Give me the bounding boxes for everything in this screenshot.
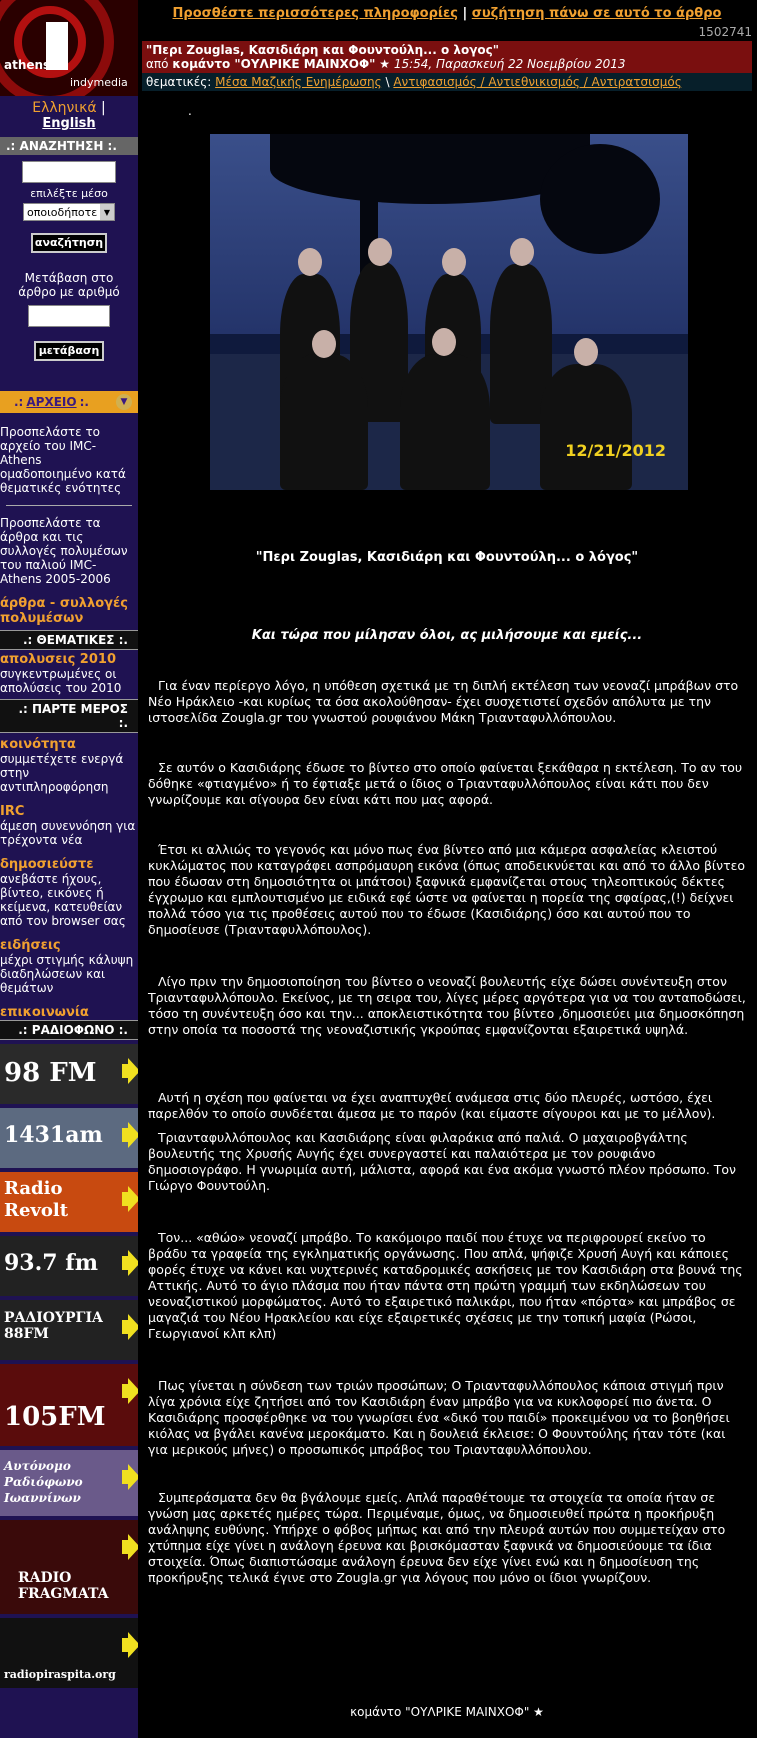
article-paragraph: Πως γίνεται η σύνδεση των τριών προσώπων; Ο Τριανταφυλλόπουλος κάποια στιγμή πριν λίγα χρόνια είχε ζητήσει από τον Κασιδιάρη έναν μπράβο για να κυκλοφορεί πιο άνετα. Ο Κασιδιάρης προσφέρθηκε να του γνωρίσει ένα «δικό του παιδί» προκειμένου να το βοηθήσει κιόλας να βγάλει κανένα μεροκάματο. Και η δουλειά έκλεισε: Ο Φουντούλης ήταν τότε (και για μερικούς μήνες) ο προσωπικός μπράβος του Τριανταφυλλόπουλου.: [148, 1378, 730, 1457]
speaker-icon: [122, 1384, 132, 1398]
photo-face: [368, 238, 392, 266]
photo-face: [432, 328, 456, 356]
release-2010-text: συγκεντρωμένες οι απολύσεις του 2010: [0, 667, 122, 695]
stray-dot: .: [188, 104, 192, 118]
radio-937fm-banner[interactable]: [0, 1236, 138, 1296]
photo-person: [540, 364, 632, 490]
list-item: [0, 857, 138, 928]
article-paragraph: Τον... «αθώο» νεοναζί μπράβο. Το κακόμοιρο παιδί που έτυχε να περιφρουρεί εκείνο το βράδυ τα γραφεία της εγκληματικής οργάνωσης. Που απλά, ψήφιζε Χρυσή Αυγή και κάποιες φορές έτυχε να κάνει και νυχτερινές καταδρομικές ασκήσεις με τον Κασιδιάρη στα βουνά της Αττικής. Αυτό το άγιο πλάσμα που ήταν πάντα στη πρώτη γραμμή των εκδηλώσεων του νεοναζιστικού μορφώματος. Αυτό το εξαιρετικό παλικάρι, που ήταν «πόρτα» και μπράβος σε μαγαζιά του Νέου Ηρακλείου και είχε εξαιρετικές σχέσεις με την τοπική μαφία (Ρώσοι, Γεωργιανοί κλπ κλπ): [148, 1230, 743, 1341]
divider: [6, 505, 132, 506]
speaker-icon: [122, 1470, 132, 1484]
by-label: από: [146, 57, 169, 71]
community-text: συμμετέχετε ενεργά στην αντιπληροφόρηση: [0, 752, 124, 794]
topic-separator: \: [385, 75, 390, 89]
medium-select[interactable]: [23, 203, 115, 221]
goto-article-label: Μετάβαση στο άρθρο με αριθμό: [18, 271, 120, 299]
article-action-links: [142, 6, 752, 21]
lang-separator: |: [101, 100, 106, 116]
radio-label: 105FM: [4, 1402, 106, 1432]
star-icon: ★: [379, 57, 391, 71]
speaker-icon: [122, 1320, 132, 1334]
release-2010-link[interactable]: απολυσεις 2010: [0, 652, 116, 667]
article-subheading: Και τώρα που μίλησαν όλοι, ας μιλήσουμε και εμείς...: [251, 628, 643, 643]
main-content: [142, 0, 752, 1738]
speaker-icon: [122, 1256, 132, 1270]
language-switcher: [0, 96, 138, 133]
article-datetime: 15:54, Παρασκευή 22 Νοεμβρίου 2013: [393, 57, 626, 71]
add-info-link[interactable]: Προσθέστε περισσότερες πληροφορίες: [172, 6, 458, 21]
author-name: κομάντο "ΟΥΛΡΙΚΕ ΜΑΙΝΧΟΦ": [172, 57, 376, 71]
radio-98fm-banner[interactable]: [0, 1044, 138, 1104]
archive-pre: .:: [14, 395, 24, 409]
contact-link[interactable]: επικοινωνία: [0, 1005, 89, 1020]
radio-1431am-banner[interactable]: [0, 1108, 138, 1168]
irc-link[interactable]: IRC: [0, 804, 25, 819]
article-id: 1502741: [698, 25, 752, 39]
athens-indymedia-logo[interactable]: [0, 0, 138, 96]
publish-link[interactable]: δημοσιεύστε: [0, 857, 94, 872]
link-separator: |: [462, 6, 468, 21]
radio-105fm-banner[interactable]: [0, 1364, 138, 1446]
lang-greek-link[interactable]: Ελληνικά: [32, 100, 97, 116]
speaker-icon: [122, 1192, 132, 1206]
photo-face: [574, 338, 598, 366]
radio-header: .: ΡΑΔΙΟΦΩΝΟ :.: [0, 1020, 138, 1040]
radio-label: Radio Revolt: [4, 1178, 69, 1221]
article-paragraph: Σε αυτόν ο Κασιδιάρης έδωσε το βίντεο στο οποίο φαίνεται ξεκάθαρα η εκτέλεση. Το αν του δόθηκε «φτιαγμένο» ή το έφτιαξε μετά ο ίδιος ο Τριανταφυλλόπουλος είναι κάτι που δεν γνωρίζουμε και σίγουρα δεν είναι κάτι που μας αφορά.: [148, 760, 743, 807]
article-heading: "Περι Zouglas, Κασιδιάρη και Φουντούλη... ο λόγος": [255, 550, 639, 565]
list-item: [0, 1005, 138, 1020]
radio-label: radiopiraspita.org: [4, 1668, 116, 1681]
photo-face: [442, 248, 466, 276]
article-paragraph: Συμπεράσματα δεν θα βγάλουμε εμείς. Απλά παραθέτουμε τα στοιχεία τα οποία ήταν σε γνώση μας αρκετές ημέρες τώρα. Περιμέναμε, όμως, να δημοσιευθεί πρώτα η προκήρυξη ανάληψης ευθύνης. Υπήρχε ο φόβος μήπως και από την πλευρά αυτών που συμμετείχαν στο χτύπημα είχε γίνει η ανάλογη έρευνα και βρισκόμασταν ξαφνικά να δημοσιεύουμε τα ίδια στοιχεία. Όπως διαπιστώσαμε ανάλογη έρευνα δεν είχε γίνει ενώ και η δημοσίευση της προκήρυξης τελικά έγινε στο Zougla.gr για λόγους που μόνο οι ίδιοι γνωρίζουν.: [148, 1490, 726, 1585]
archive-by-theme-link[interactable]: Προσπελάστε το αρχείο του IMC-Athens ομαδοποιημένο κατά θεματικές ενότητες: [0, 425, 126, 495]
article-paragraph: Για έναν περίεργο λόγο, η υπόθεση σχετικά με τη διπλή εκτέλεση των νεοναζί μπράβων στο Νέο Ηράκλειο -και κυρίως τα όσα ακολούθησαν- έχει συσχετιστεί σχεδόν απόλυτα με την ιστοσελίδα Zougla.gr του γνωστού ρουφιάνου Μάκη Τριανταφυλλόπουλου.: [148, 678, 739, 725]
list-item: [0, 938, 138, 995]
photo-date-stamp: 12/21/2012: [565, 441, 666, 460]
speaker-icon: [122, 1540, 132, 1554]
search-header: .: ΑΝΑΖΗΤΗΣΗ :.: [0, 137, 138, 155]
goto-button[interactable]: μετάβαση: [34, 341, 104, 361]
radio-list: [0, 1044, 138, 1688]
radio-ioannina-banner[interactable]: [0, 1450, 138, 1516]
photo-person: [280, 354, 368, 490]
news-link[interactable]: ειδήσεις: [0, 938, 61, 953]
collections-link[interactable]: άρθρα - συλλογές πολυμέσων: [0, 596, 128, 626]
medium-select-value: οποιοδήποτε: [27, 205, 98, 219]
article-number-input[interactable]: [28, 305, 110, 327]
discuss-link[interactable]: συζήτηση πάνω σε αυτό το άρθρο: [471, 6, 722, 21]
article-paragraph: Λίγο πριν την δημοσιοποίηση του βίντεο ο νεοναζί βουλευτής είχε δώσει συνέντευξη στον Τριανταφυλλόπουλο. Εκείνος, με τη σειρα του, λίγες μέρες αργότερα για να του ανταποδώσει, τόσο τη συνέντευξη όσο και την... αποκλειστικότητα του βίντεο ,δημοσιεύει μια δημοσκόπηση στην οποία τα ποσοστά της νεοναζιστικής γκρούπας εμφανίζονται εξαιρετικά υψηλά.: [148, 974, 746, 1037]
radio-label: 98 FM: [4, 1058, 97, 1088]
take-part-header: .: ΠΑΡΤΕ ΜΕΡΟΣ :.: [0, 699, 138, 733]
photo-person: [400, 354, 490, 490]
radio-label: 1431am: [4, 1122, 103, 1148]
archive-link[interactable]: ΑΡΧΕΙΟ: [26, 395, 77, 409]
article-paragraph: Τριανταφυλλόπουλος και Κασιδιάρης είναι φιλαράκια από παλιά. Ο μαχαιροβγάλτης βουλευτής της Χρυσής Αυγής έχει συνεργαστεί και παλαιότερα με τον ρουφιάνο δημοσιογράφο. Η γνωριμία αυτή, μάλιστα, αφορά και ένα ακόμα γνωστό πλέον πρόσωπο. Τον Γιώργο Φουντούλη.: [148, 1130, 737, 1193]
choose-medium-label: επιλέξτε μέσο: [30, 187, 108, 200]
article-byline: [146, 57, 748, 71]
list-item: [0, 737, 138, 794]
article-photo[interactable]: [210, 134, 688, 490]
news-text: μέχρι στιγμής κάλυψη διαδηλώσεων και θεμάτων: [0, 953, 134, 995]
speaker-icon: [122, 1064, 132, 1078]
search-button[interactable]: αναζήτηση: [31, 233, 107, 253]
radio-label: RADIO FRAGMATA: [18, 1570, 109, 1602]
logo-subtext: indymedia: [70, 76, 128, 89]
old-archive-link[interactable]: Προσπελάστε τα άρθρα και τις συλλογές πολυμέσων του παλιού IMC-Athens 2005-2006: [0, 516, 128, 586]
collapse-chevron-icon[interactable]: ▼: [116, 394, 132, 410]
article-paragraph: Έτσι κι αλλιώς το γεγονός και μόνο πως ένα βίντεο από μια κάμερα ασφαλείας κλειστού κυκλώματος που καταγράφει ασπρόμαυρη εικόνα (όπως αποδεικνύεται και από το άλλο βίντεο που έδωσαν στη δημοσιότητα οι μπάτσοι) ξαφνικά εμφανίζεται στους τηλεοπτικούς δέκτες έγχρωμο και εμπλουτισμένο με ειδικά εφέ ώστε να φαίνεται η πορεία της σφαίρας,(!) δείχνει πολλά τόσο για τις προθέσεις αυτού που το έδωσε (Κασιδιάρης) όσο και αυτού που το δημοσίευσε (Τριανταφυλλόπουλος).: [148, 842, 746, 937]
article-title: "Περι Zouglas, Κασιδιάρη και Φουντούλη... ο λογος": [146, 43, 500, 57]
take-part-list: [0, 737, 138, 1020]
radio-fragmata-banner[interactable]: [0, 1520, 138, 1614]
speaker-icon: [122, 1638, 132, 1652]
photo-face: [298, 248, 322, 276]
photo-tree: [540, 144, 660, 254]
article-title-bar: [142, 41, 752, 73]
topic-link-antifascism[interactable]: Αντιφασισμός / Αντιεθνικισμός / Αντιρατσισμός: [393, 75, 682, 89]
archive-post: :.: [79, 395, 89, 409]
article-paragraph: Αυτή η σχέση που φαίνεται να έχει αναπτυχθεί ανάμεσα στις δύο πλευρές, ωστόσο, έχει παρελθόν το οποίο συνδέεται άμεσα με το παρόν (και είμαστε σίγουροι και με το μέλλον).: [148, 1090, 716, 1121]
article-topics: [142, 73, 752, 91]
list-item: [0, 804, 138, 847]
radio-radiourgia-banner[interactable]: [0, 1300, 138, 1360]
chevron-down-icon: ▼: [100, 204, 114, 220]
speaker-icon: [122, 1128, 132, 1142]
photo-face: [312, 330, 336, 358]
archive-header: [0, 391, 138, 413]
community-link[interactable]: κοινότητα: [0, 737, 76, 752]
logo-text: athens: [4, 58, 51, 72]
publish-text: ανεβάστε ήχους, βίντεο, εικόνες ή κείμενα, κατευθείαν από τον browser σας: [0, 872, 126, 928]
radio-label: 93.7 fm: [4, 1250, 98, 1276]
lang-english-link[interactable]: English: [42, 116, 96, 131]
radio-label: Αυτόνομο Ραδιόφωνο Ιωαννίνων: [4, 1459, 83, 1505]
irc-text: άμεση συνεννόηση για τρέχοντα νέα: [0, 819, 136, 847]
themes-header: .: ΘΕΜΑΤΙΚΕΣ :.: [0, 630, 138, 650]
photo-face: [510, 238, 534, 266]
search-input[interactable]: [22, 161, 116, 183]
topics-label: θεματικές:: [146, 75, 212, 89]
radio-piraspita-banner[interactable]: [0, 1618, 138, 1688]
topic-link-media[interactable]: Μέσα Μαζικής Ενημέρωσης: [215, 75, 382, 89]
radio-revolt-banner[interactable]: [0, 1172, 138, 1232]
sidebar: [0, 0, 138, 1738]
article-signature: κομάντο "ΟΥΛΡΙΚΕ ΜΑΙΝΧΟΦ" ★: [350, 1705, 544, 1719]
radio-label: ΡΑΔΙΟΥΡΓΙΑ 88FM: [4, 1310, 103, 1342]
